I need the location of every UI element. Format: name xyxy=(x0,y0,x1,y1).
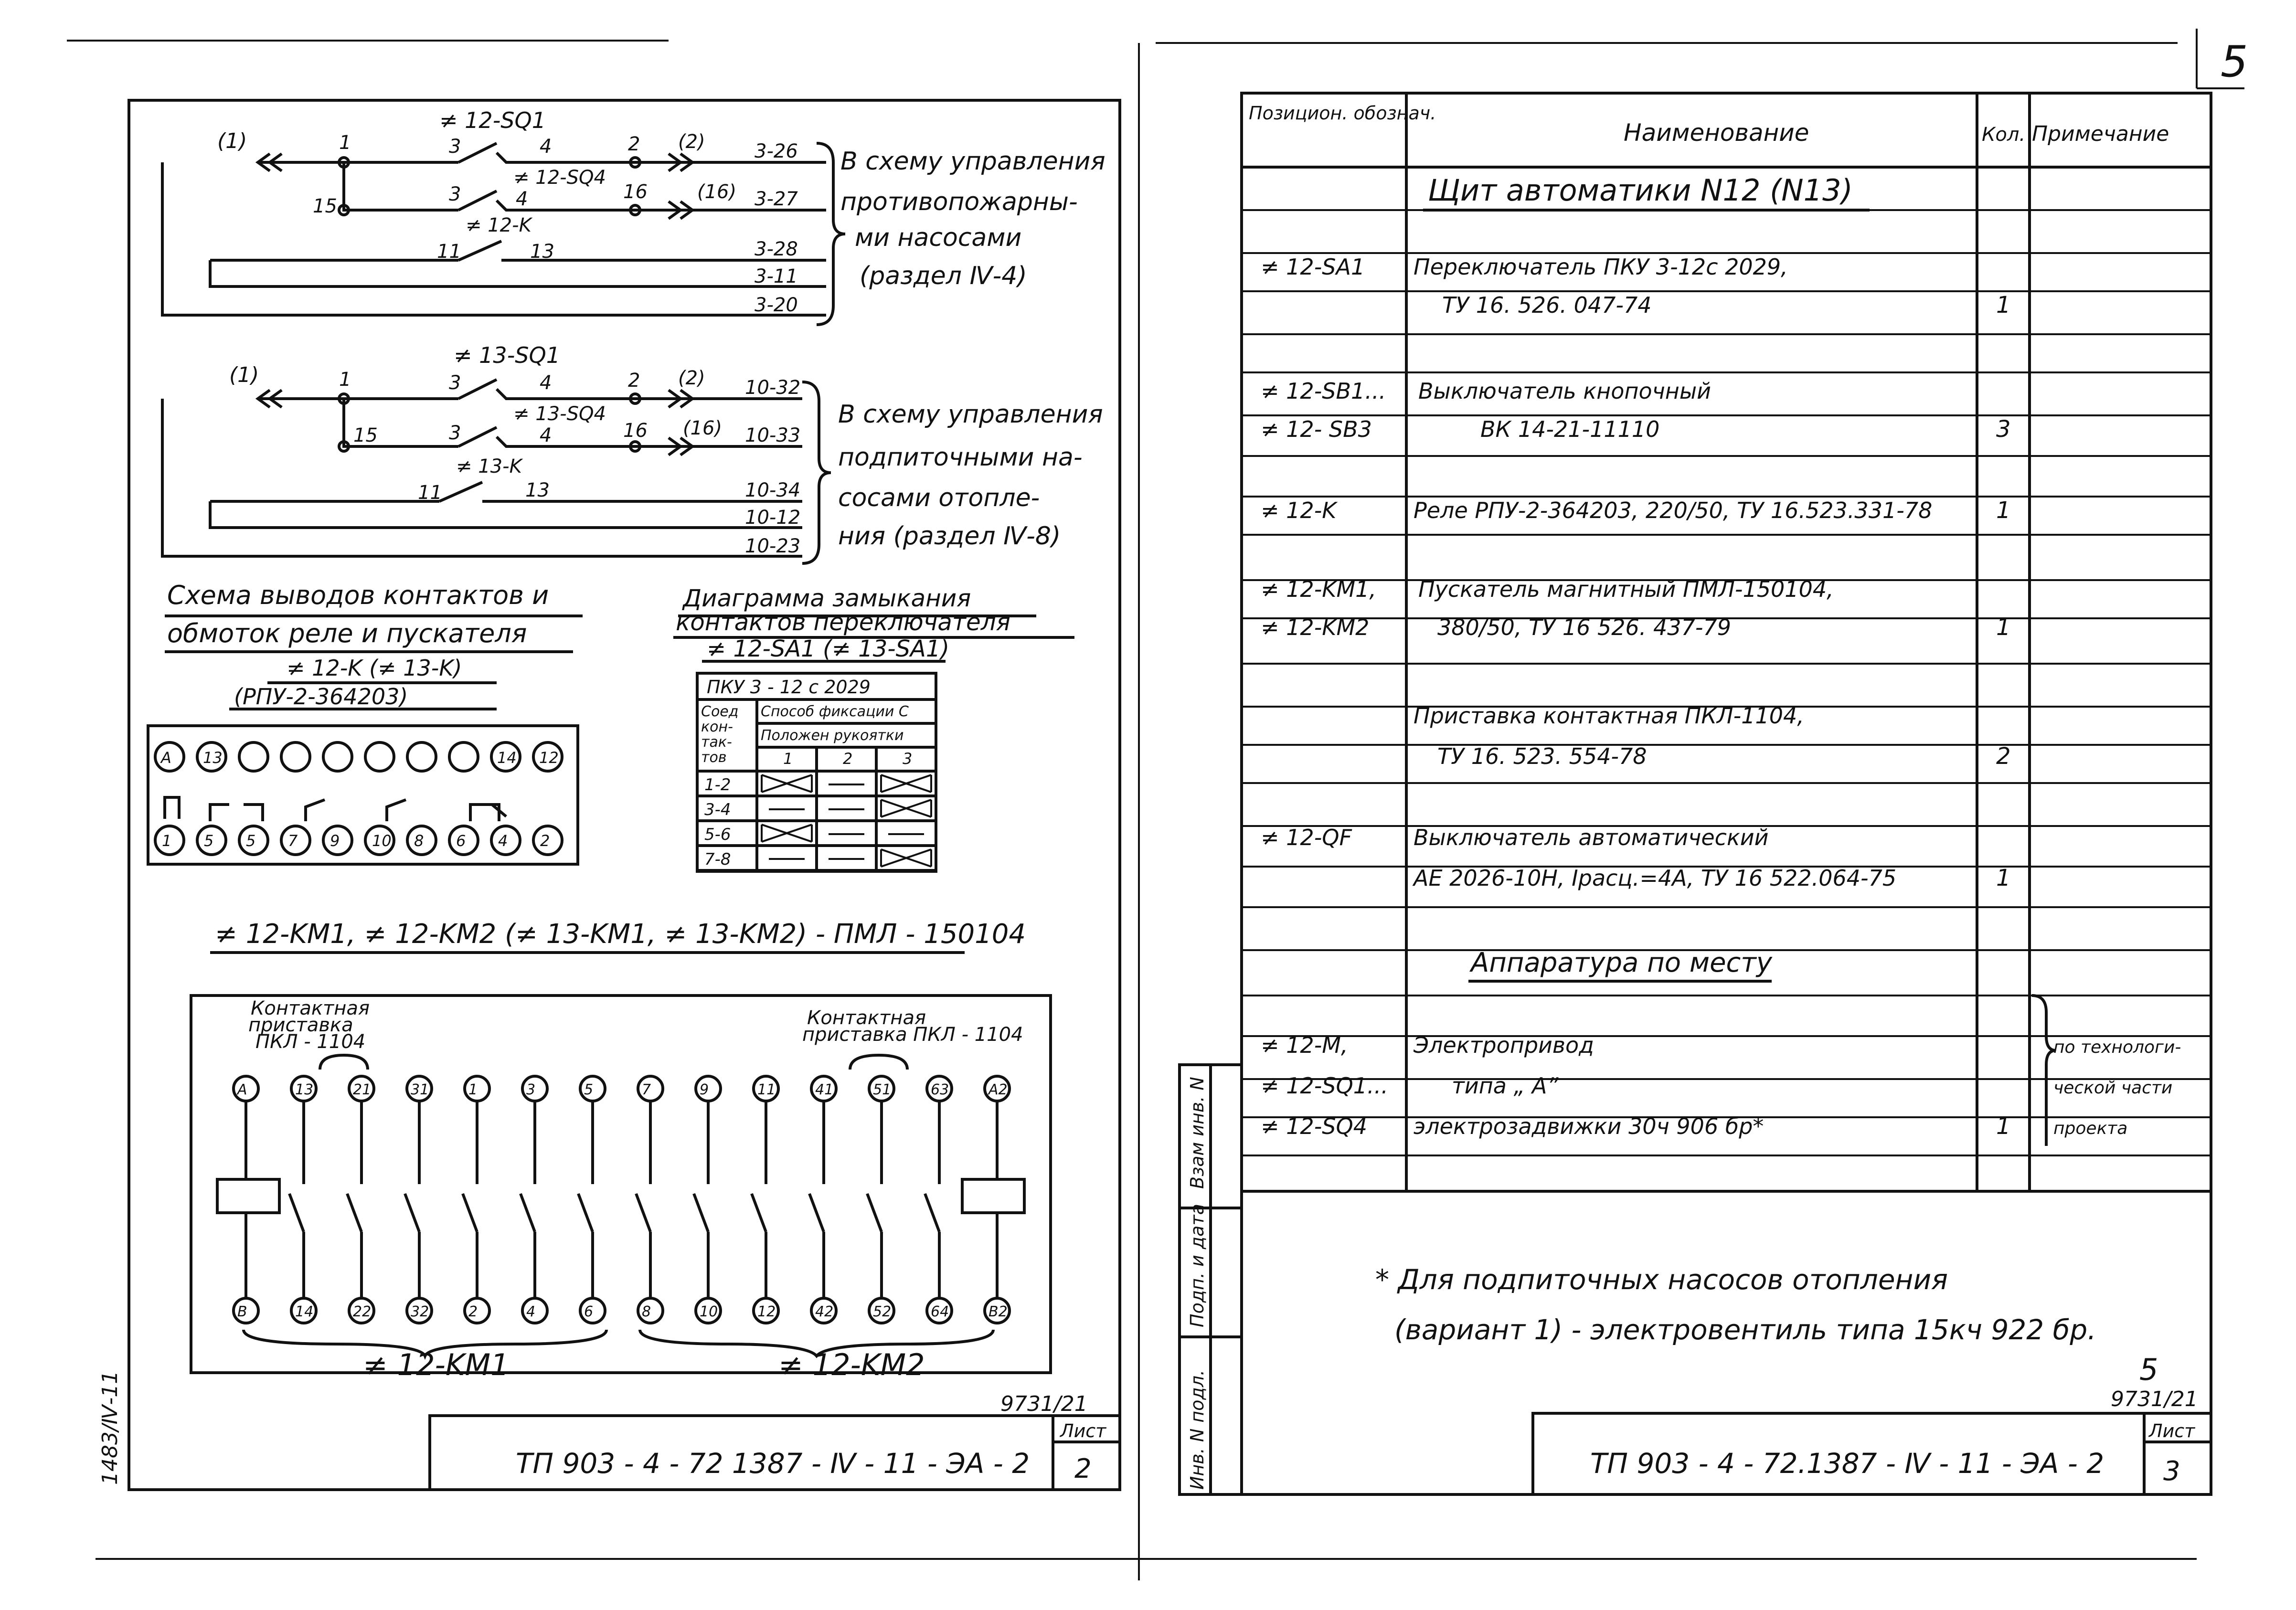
left-sheet-code: 9731/21 xyxy=(1000,1392,1088,1416)
spec-row-note: ческой части xyxy=(2053,1078,2173,1098)
scheme-1-switch-a xyxy=(458,143,497,162)
spec-rows xyxy=(1261,254,2011,891)
pml-contact-blade xyxy=(463,1194,477,1232)
pml-left-att: приставка xyxy=(248,1014,353,1036)
scheme-1-device: ≠ 12-SQ1 xyxy=(439,107,546,133)
pml-contact-blade xyxy=(867,1194,882,1232)
pml-pin-bottom-label: 12 xyxy=(757,1303,776,1320)
scheme-2-brace xyxy=(802,382,831,563)
scheme-2-n2: 2 xyxy=(628,370,640,392)
pml-pin-top-label: 41 xyxy=(815,1081,834,1098)
pml-pin-top-label: A xyxy=(237,1081,247,1098)
spec-row-qty: 1 xyxy=(1996,292,2011,318)
spec-header-name: Наименование xyxy=(1624,119,1809,147)
scheme-2-note: ния (раздел Ⅳ-8) xyxy=(838,522,1061,551)
diagram-row-label: 3-4 xyxy=(704,800,731,819)
pml-pin-top-label: 13 xyxy=(295,1081,314,1098)
scheme-1-switch-c xyxy=(458,241,501,260)
diagram-title-3: ≠ 12-SA1 (≠ 13-SA1) xyxy=(707,636,950,662)
pml-pin-top-label: 21 xyxy=(353,1081,372,1098)
spec-row-name: типа „ А” xyxy=(1452,1073,1559,1099)
outlets-coil xyxy=(165,797,179,819)
diagram-position: 1 xyxy=(783,750,793,768)
spec-row-qty: 1 xyxy=(1996,614,2011,641)
outlet-pin-top xyxy=(239,742,268,771)
outlets-top-pins xyxy=(155,742,562,771)
scheme-2 xyxy=(162,342,1103,563)
spec-footnote-1: * Для подпиточных насосов отопления xyxy=(1375,1263,1948,1296)
scheme-2-n13: 13 xyxy=(525,479,550,501)
outlet-pin-top-label: A xyxy=(161,749,171,767)
diagram-head-col1: так- xyxy=(701,734,732,751)
diagram-cell-closed xyxy=(881,849,931,867)
spec-header-note: Примечание xyxy=(2032,122,2169,146)
diagram-row-label: 1-2 xyxy=(704,775,731,794)
scheme-1-terminal-label: 3-26 xyxy=(755,140,798,162)
scheme-1-device-c: ≠ 12-K xyxy=(466,214,531,236)
pml-title: ≠ 12-KM1, ≠ 12-KM2 (≠ 13-KM1, ≠ 13-KM2) - ПМЛ - 150104 xyxy=(215,919,1026,950)
diagram-cell-closed xyxy=(762,775,812,792)
pml-pin-bottom-label: 4 xyxy=(526,1303,536,1320)
left-sheet-label: Лист xyxy=(1060,1420,1106,1441)
scheme-2-node-1: 1 xyxy=(339,369,351,391)
diagram-head-pos: Положен рукоятки xyxy=(761,727,904,744)
outlets-sub-2: (РПУ-2-364203) xyxy=(234,684,408,710)
scheme-2-switch-b xyxy=(458,427,497,446)
spec-row-qty: 2 xyxy=(1996,743,2011,770)
pml-pin-top-label: 31 xyxy=(411,1081,429,1098)
left-title-block xyxy=(98,1371,1120,1490)
spec-row-name: электрозадвижки 30ч 906 бр* xyxy=(1414,1113,1764,1139)
diagram-head-col1: Соед xyxy=(701,703,739,720)
scheme-2-n3a: 3 xyxy=(449,372,461,394)
pml-pin-bottom-label: 22 xyxy=(353,1303,372,1320)
pml-pin-bottom-label: B xyxy=(237,1303,247,1320)
outlet-pin-top-label: 14 xyxy=(497,749,517,767)
outlet-pin-bottom-label: 7 xyxy=(288,832,298,850)
page-number: 5 xyxy=(2221,37,2248,87)
pml-pin-bottom-label: 32 xyxy=(411,1303,429,1320)
outlet-pin-bottom-label: 9 xyxy=(330,832,340,850)
pml-pin-top-label: A2 xyxy=(989,1081,1008,1098)
outlet-pin-bottom-label: 1 xyxy=(162,832,172,850)
scheme-1-n2: 2 xyxy=(628,133,640,155)
scheme-2-terminal-label: 10-33 xyxy=(745,424,801,446)
scheme-2-node-15: 15 xyxy=(353,424,378,446)
scheme-1-terminal-label: 3-11 xyxy=(755,265,798,287)
pml-pin-top-label: 51 xyxy=(873,1081,892,1098)
diagram-table xyxy=(697,673,936,871)
scheme-2-out2: (2) xyxy=(678,367,705,389)
pml-left-att-brace xyxy=(320,1055,368,1070)
spec-row-name: Выключатель кнопочный xyxy=(1418,378,1711,404)
scheme-2-n4a: 4 xyxy=(540,372,552,394)
spec-row-pos: ≠ 12-K xyxy=(1261,498,1337,523)
scheme-2-terminal-label: 10-32 xyxy=(745,377,801,399)
spec-row-qty: 1 xyxy=(1996,865,2011,891)
spec-row-name: 380/50, ТУ 16 526. 437-79 xyxy=(1437,614,1731,640)
scheme-1-terminal-label: 3-20 xyxy=(755,294,798,316)
outlet-pin-top xyxy=(407,742,436,771)
pml-pin-bottom-label: 14 xyxy=(295,1303,314,1320)
outlet-pin-bottom-label: 5 xyxy=(246,832,256,850)
spec-header-pos: Позицион. обознач. xyxy=(1249,103,1436,124)
spec-row-name: ТУ 16. 523. 554-78 xyxy=(1437,743,1647,769)
spec-row-pos: ≠ 12-KM1, xyxy=(1261,576,1377,602)
scheme-1-note: В схему управления xyxy=(840,147,1105,176)
scheme-1-note: противопожарны- xyxy=(840,188,1078,216)
diagram-cell-closed xyxy=(881,800,931,817)
outlet-pin-top-label: 13 xyxy=(203,749,223,767)
scheme-2-terminal-label: 10-12 xyxy=(745,507,801,529)
scheme-2-device: ≠ 13-SQ1 xyxy=(454,342,560,368)
outlet-pin-bottom-label: 10 xyxy=(372,832,392,850)
diagram-title-1: Диаграмма замыкания xyxy=(683,584,971,612)
pml-pin-top-label: 7 xyxy=(642,1081,651,1098)
scheme-1-terminal-label: 3-28 xyxy=(755,238,798,260)
pml-pin-bottom-label: 10 xyxy=(700,1303,718,1320)
left-sheet-number: 2 xyxy=(1074,1453,1092,1484)
pml-pin-top-label: 63 xyxy=(931,1081,949,1098)
pml-contact-blade xyxy=(578,1194,593,1232)
scheme-2-note: В схему управления xyxy=(838,400,1103,429)
spec-note-brace xyxy=(2032,996,2056,1146)
diagram-device: ПКУ 3 - 12 с 2029 xyxy=(707,677,871,698)
pml-pin-bottom-label: B2 xyxy=(989,1303,1008,1320)
outlet-pin-top xyxy=(449,742,478,771)
diagram-cell-closed xyxy=(881,775,931,792)
pml-right-att: приставка ПКЛ - 1104 xyxy=(802,1024,1023,1046)
scheme-1-out2: (2) xyxy=(678,131,705,153)
right-page-small: 5 xyxy=(2139,1352,2158,1387)
spec-row-name: АЕ 2026-10Н, Iрасц.=4А, ТУ 16 522.064-75 xyxy=(1414,865,1897,891)
spec-row-name: Выключатель автоматический xyxy=(1414,825,1769,850)
left-sheet xyxy=(98,100,1120,1490)
scheme-1-arrow-in xyxy=(258,154,287,171)
spec-row-note: проекта xyxy=(2053,1119,2128,1138)
spec-section-1: Щит автоматики N12 (N13) xyxy=(1428,173,1853,208)
scheme-1-in-node: (1) xyxy=(217,129,247,153)
diagram-position: 2 xyxy=(843,750,853,768)
scheme-2-note: сосами отопле- xyxy=(838,484,1040,512)
pml-pin-bottom-label: 8 xyxy=(642,1303,651,1320)
spec-row-name: Реле РПУ-2-364203, 220/50, ТУ 16.523.331-78 xyxy=(1414,498,1933,523)
side-stamp-label: Взам инв. N xyxy=(1187,1077,1208,1189)
pml-contact-blade xyxy=(925,1194,939,1232)
scheme-1-node-15: 15 xyxy=(313,195,337,217)
spec-row-name: Пускатель магнитный ПМЛ-150104, xyxy=(1418,576,1834,602)
diagram-row-label: 5-6 xyxy=(704,825,731,844)
spec-row-pos: ≠ 12-QF xyxy=(1261,825,1352,850)
spec-row-name: ТУ 16. 526. 047-74 xyxy=(1442,292,1652,318)
pml-pin-top-label: 3 xyxy=(526,1081,536,1098)
scheme-1 xyxy=(162,107,1105,325)
spec-row-pos: ≠ 12-KM2 xyxy=(1261,614,1370,640)
pml-scheme xyxy=(191,919,1051,1382)
outlet-pin-top xyxy=(281,742,310,771)
pml-contact-blade xyxy=(636,1194,650,1232)
spec-row-pos: ≠ 12-SB1... xyxy=(1261,378,1386,404)
outlets-scheme xyxy=(148,580,583,864)
outlet-pin-bottom-label: 5 xyxy=(204,832,214,850)
pml-pin-top-label: 1 xyxy=(468,1081,478,1098)
pml-pins xyxy=(234,1076,1010,1323)
pml-contact-blade xyxy=(694,1194,708,1232)
pml-pin-top-label: 11 xyxy=(757,1081,776,1098)
spec-row-pos: ≠ 12-M, xyxy=(1261,1032,1348,1058)
spec-row-qty: 1 xyxy=(1996,1113,2011,1140)
outlet-pin-bottom-label: 2 xyxy=(540,832,550,850)
scheme-2-n4b: 4 xyxy=(540,424,552,446)
diagram-head-col1: кон- xyxy=(701,719,733,735)
pml-contact-blade xyxy=(289,1194,304,1232)
diagram-head-col1: тов xyxy=(701,749,727,766)
outlet-pin-bottom-label: 6 xyxy=(456,832,466,850)
scheme-2-n3b: 3 xyxy=(449,422,461,444)
pml-pin-bottom-label: 52 xyxy=(873,1303,892,1320)
pml-coil-left xyxy=(217,1179,279,1213)
spec-row-pos: ≠ 12-SQ4 xyxy=(1261,1113,1367,1139)
diagram-cell-closed xyxy=(762,825,812,842)
scheme-2-arrow-in xyxy=(258,390,287,407)
side-stamp-label: Инв. N подл. xyxy=(1187,1369,1208,1490)
spec-row-pos: ≠ 12-SA1 xyxy=(1261,254,1365,280)
spec-section-2: Аппаратура по месту xyxy=(1471,947,1773,978)
pml-km1-label: ≠ 12-KM1 xyxy=(363,1347,510,1382)
scheme-1-note: ми насосами xyxy=(855,223,1022,252)
scheme-2-terminal-label: 10-34 xyxy=(745,479,801,501)
spec-row-pos: ≠ 12-SQ1... xyxy=(1261,1073,1388,1099)
spec-row-name: Приставка контактная ПКЛ-1104, xyxy=(1414,703,1804,729)
outlets-sub-1: ≠ 12-K (≠ 13-K) xyxy=(287,655,462,681)
pml-km2-label: ≠ 12-KM2 xyxy=(778,1347,925,1382)
right-sheet-label: Лист xyxy=(2149,1420,2195,1441)
outlet-pin-bottom-label: 4 xyxy=(498,832,508,850)
scheme-1-n4a: 4 xyxy=(540,136,552,158)
left-sheet-frame xyxy=(129,100,1120,1490)
pml-pin-bottom-label: 6 xyxy=(584,1303,594,1320)
scheme-2-note: подпиточными на- xyxy=(838,443,1083,472)
spec-row-qty: 3 xyxy=(1996,416,2011,443)
pml-contact-blade xyxy=(347,1194,361,1232)
side-stamp-label: Подп. и дата xyxy=(1187,1204,1208,1327)
pml-pin-bottom-label: 64 xyxy=(931,1303,949,1320)
pml-left-att: ПКЛ - 1104 xyxy=(255,1031,366,1053)
outlet-pin-top xyxy=(323,742,352,771)
pml-right-att: Контактная xyxy=(807,1007,926,1029)
outlet-pin-top-label: 12 xyxy=(539,749,559,767)
spec-row-name: Переключатель ПКУ 3-12с 2029, xyxy=(1414,254,1788,280)
pml-right-att-brace xyxy=(850,1055,907,1070)
pml-pin-top-label: 9 xyxy=(700,1081,709,1098)
spec-rows-2 xyxy=(1261,1032,2181,1140)
pml-pin-bottom-label: 42 xyxy=(815,1303,834,1320)
scheme-1-n3b: 3 xyxy=(449,183,461,205)
scheme-1-note: (раздел Ⅳ-4) xyxy=(860,262,1027,290)
pml-left-att: Контактная xyxy=(251,997,370,1019)
spec-row-qty: 1 xyxy=(1996,497,2011,524)
diagram-row-label: 7-8 xyxy=(704,850,731,869)
scheme-2-switch-c xyxy=(439,482,482,501)
spec-row-name: Электропривод xyxy=(1414,1032,1594,1058)
right-sheet-number: 3 xyxy=(2163,1456,2180,1487)
scheme-1-n4b: 4 xyxy=(516,188,528,210)
diagram-title-2: контактов переключателя xyxy=(676,608,1010,636)
pml-pin-bottom-label: 2 xyxy=(468,1303,478,1320)
diagram-position: 3 xyxy=(903,750,913,768)
scheme-2-out16: (16) xyxy=(683,417,723,439)
pml-pin-top-label: 5 xyxy=(584,1081,594,1098)
scheme-2-in-node: (1) xyxy=(229,363,259,387)
scheme-1-n13: 13 xyxy=(530,241,554,263)
outlet-pin-top xyxy=(365,742,394,771)
scheme-1-n11: 11 xyxy=(437,241,461,263)
spec-row-note: по технологи- xyxy=(2053,1038,2181,1057)
scheme-1-out16: (16) xyxy=(697,181,737,203)
scheme-2-switch-a xyxy=(458,380,497,399)
scheme-1-n16: 16 xyxy=(623,181,648,203)
left-side-label: 1483/Ⅳ-11 xyxy=(98,1370,122,1485)
scheme-2-device-b: ≠ 13-SQ4 xyxy=(513,403,606,425)
right-stamp-text: ТП 903 - 4 - 72.1387 - Ⅳ - 11 - ЭА - 2 xyxy=(1590,1447,2105,1480)
outlets-bottom-pins xyxy=(155,826,562,855)
pml-contact-blade xyxy=(405,1194,419,1232)
right-sheet-code: 9731/21 xyxy=(2111,1387,2198,1411)
diagram-head-fix: Способ фиксации С xyxy=(761,703,909,720)
scheme-2-device-c: ≠ 13-K xyxy=(456,455,522,477)
scheme-2-n16: 16 xyxy=(623,420,648,442)
spec-header-qty: Кол. xyxy=(1982,124,2026,146)
scheme-1-switch-b xyxy=(458,191,497,210)
left-stamp-text: ТП 903 - 4 - 72 1387 - Ⅳ - 11 - ЭА - 2 xyxy=(516,1447,1030,1480)
scheme-2-n11: 11 xyxy=(418,482,442,504)
scheme-2-terminal-label: 10-23 xyxy=(745,535,801,557)
scheme-1-terminal-label: 3-27 xyxy=(755,188,798,210)
scheme-1-node-1: 1 xyxy=(339,132,351,154)
right-sheet xyxy=(1180,93,2211,1494)
pml-contact-blade xyxy=(752,1194,766,1232)
pml-contact-blade xyxy=(809,1194,824,1232)
pml-contact-blade xyxy=(521,1194,535,1232)
outlets-title-1: Схема выводов контактов и xyxy=(167,580,549,610)
outlet-pin-bottom-label: 8 xyxy=(414,832,424,850)
spec-row-name: ВК 14-21-11110 xyxy=(1480,416,1660,442)
spec-row-pos: ≠ 12- SB3 xyxy=(1261,416,1372,442)
scheme-1-device-b: ≠ 12-SQ4 xyxy=(513,167,606,189)
outlets-title-2: обмоток реле и пускателя xyxy=(167,618,527,648)
pml-coil-right xyxy=(962,1179,1024,1213)
switching-diagram xyxy=(673,584,1074,871)
outlets-contacts xyxy=(210,800,506,821)
scheme-1-n3a: 3 xyxy=(449,136,461,158)
spec-footnote-2: (вариант 1) - электровентиль типа 15кч 922 бр. xyxy=(1394,1313,2096,1346)
